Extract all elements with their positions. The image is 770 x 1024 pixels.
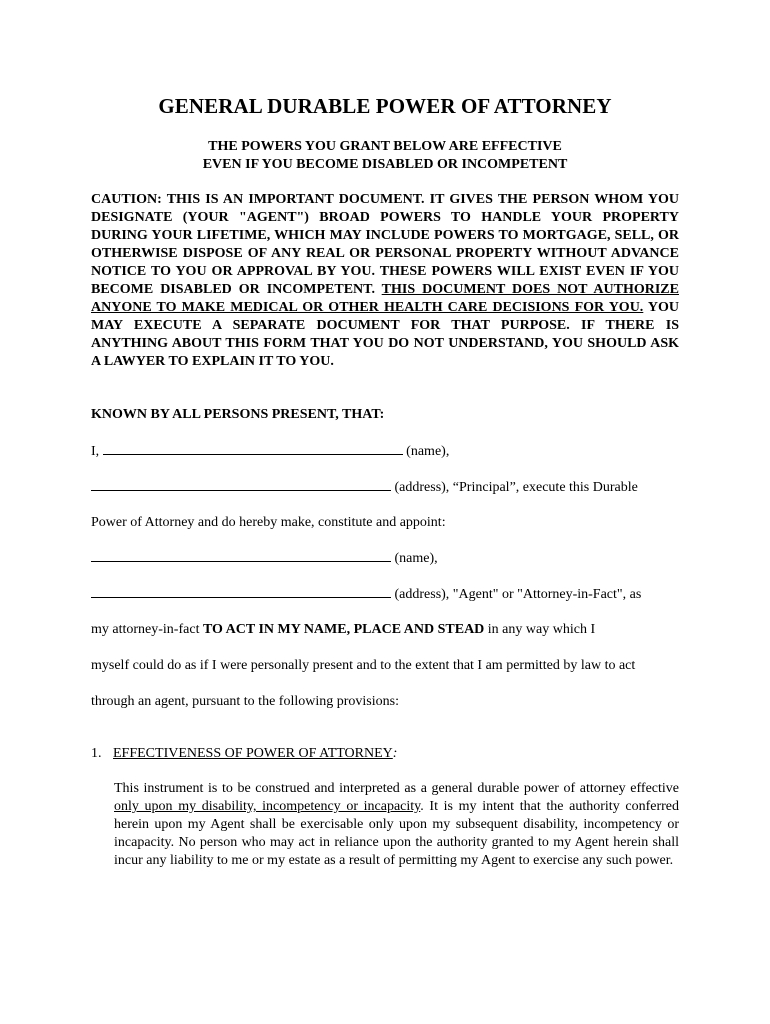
agent-address-blank[interactable]: [91, 586, 391, 598]
section-1-title: EFFECTIVENESS OF POWER OF ATTORNEY: [113, 746, 393, 761]
section-1-colon: :: [392, 746, 398, 761]
caution-text-b: YOU MAY EXECUTE A SEPARATE DOCUMENT FOR THAT PURPOSE. IF THERE IS ANYTHING ABOUT THIS FORM THAT YOU DO NOT UNDERSTAND, YOU SHOULD ASK A LAWYER TO EXPLAIN IT TO YOU.: [91, 300, 679, 369]
principal-name-suffix: (name),: [406, 444, 450, 459]
section-1-number: 1.: [91, 746, 102, 761]
section-1-body-a: This instrument is to be construed and interpreted as a general durable power of attorney effective: [114, 781, 679, 796]
myself-line: myself could do as if I were personally present and to the extent that I am permitted by law to act: [91, 658, 636, 673]
line-i-prefix: I,: [91, 444, 100, 459]
caution-text-a: CAUTION: THIS IS AN IMPORTANT DOCUMENT. IT GIVES THE PERSON WHOM YOU DESIGNATE (YOUR "AGENT") BROAD POWERS TO HANDLE YOUR PROPERTY DURING YOUR LIFETIME, WHICH MAY INCLUDE POWERS TO MORTGAGE, SELL, OR OTHERWISE DISPOSE OF ANY REAL OR PERSONAL PROPERTY WITHOUT ADVANCE NOTICE TO YOU OR APPROVAL BY YOU. THESE POWERS WILL EXIST EVEN IF YOU BECOME DISABLED OR INCOMPETENT.: [91, 192, 679, 297]
section-1-body: [114, 780, 679, 870]
agent-address-line: [91, 586, 641, 603]
appoint-line: Power of Attorney and do hereby make, constitute and appoint:: [91, 515, 446, 530]
section-1-heading: [91, 746, 397, 762]
section-1-body-b: . It is my intent that the authority conferred herein upon my Agent shall be exercisable only upon my subsequent disability, incompetency or incapacity. No person who may act in reliance upon the authority granted to my Agent herein shall incur any liability to me or my estate as a result of permitting my Agent to exercise any such power.: [114, 799, 679, 868]
act-suffix: in any way which I: [484, 622, 596, 637]
caution-text-underlined: THIS DOCUMENT DOES NOT AUTHORIZE ANYONE TO MAKE MEDICAL OR OTHER HEALTH CARE DECISIONS FOR YOU.: [91, 282, 679, 315]
agent-name-line: [91, 550, 438, 567]
principal-name-blank[interactable]: [103, 443, 403, 455]
principal-address-line: [91, 479, 638, 496]
document-title: GENERAL DURABLE POWER OF ATTORNEY: [158, 94, 612, 118]
caution-paragraph: [91, 191, 679, 371]
known-heading: KNOWN BY ALL PERSONS PRESENT, THAT:: [91, 407, 385, 422]
section-1-body-underlined: only upon my disability, incompetency or incapacity: [114, 799, 421, 814]
agent-address-suffix: (address), "Agent" or "Attorney-in-Fact", as: [394, 587, 642, 602]
agent-name-blank[interactable]: [91, 550, 391, 562]
subtitle-line-1: THE POWERS YOU GRANT BELOW ARE EFFECTIVE: [208, 139, 562, 154]
agent-name-suffix: (name),: [394, 551, 438, 566]
through-line: through an agent, pursuant to the following provisions:: [91, 694, 399, 709]
act-bold: TO ACT IN MY NAME, PLACE AND STEAD: [202, 622, 485, 637]
act-prefix: my attorney-in-fact: [91, 622, 203, 637]
subtitle-line-2: EVEN IF YOU BECOME DISABLED OR INCOMPETENT: [202, 157, 568, 172]
principal-name-line: [91, 443, 449, 460]
act-line: [91, 622, 595, 638]
principal-address-blank[interactable]: [91, 479, 391, 491]
principal-address-suffix: (address), “Principal”, execute this Durable: [394, 480, 638, 495]
